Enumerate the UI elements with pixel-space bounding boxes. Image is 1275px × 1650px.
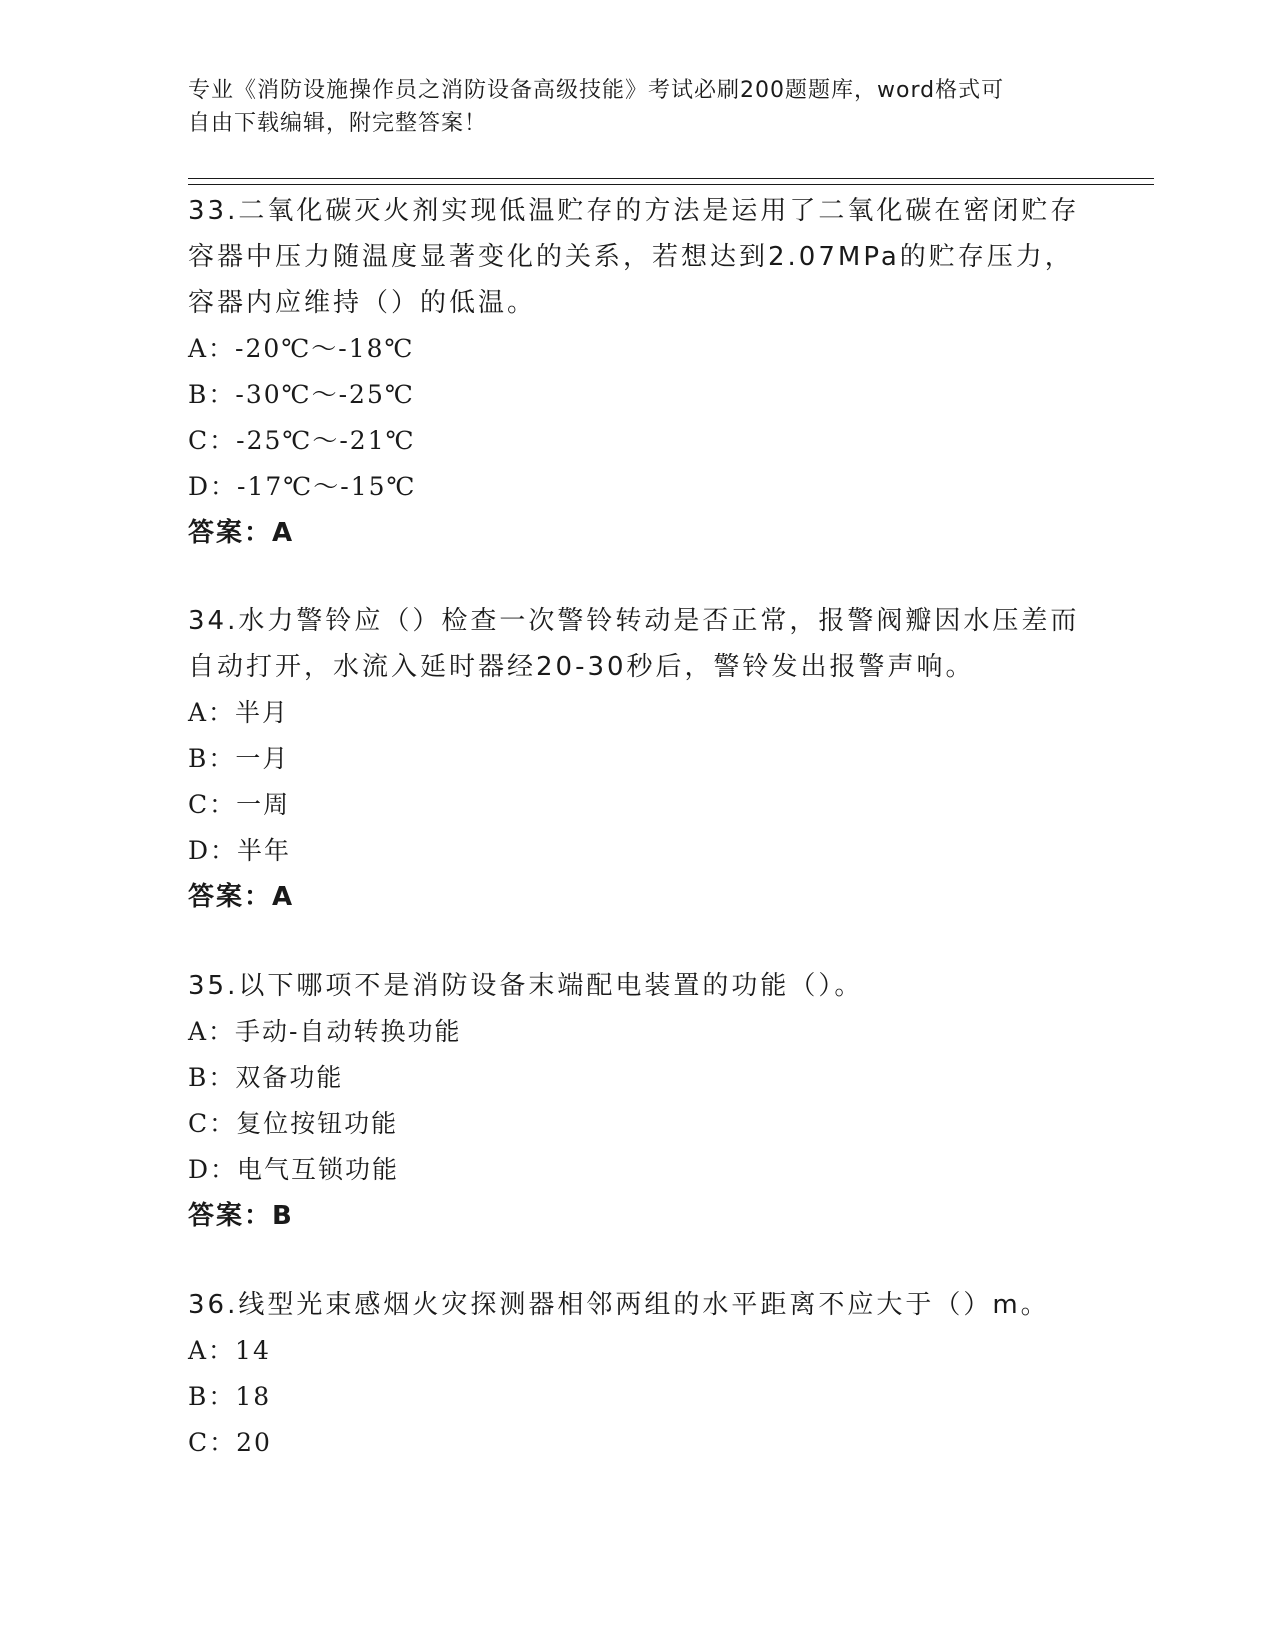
question-34 [188,598,1088,920]
answer-text: 答案：B [188,1201,294,1231]
option-c: C：20 [188,1428,272,1457]
question-text-line: 36.线型光束感烟火灾探测器相邻两组的水平距离不应大于（）m。 [188,1290,1050,1320]
question-text-line: 容器内应维持（）的低温。 [188,288,537,318]
option-a: A：手动-自动转换功能 [188,1017,462,1046]
option-b: B：一月 [188,744,290,773]
answer-text: 答案：A [188,518,295,548]
header-line-1: 专业《消防设施操作员之消防设备高级技能》考试必刷200题题库，word格式可 [188,78,1005,103]
option-a: A：半月 [188,698,290,727]
header-divider-top [188,178,1154,179]
question-text-line: 35.以下哪项不是消防设备末端配电装置的功能（）。 [188,971,864,1001]
header-line-2: 自由下载编辑，附完整答案！ [188,111,488,136]
question-text-line: 自动打开，水流入延时器经20-30秒后，警铃发出报警声响。 [188,652,975,682]
document-header [188,74,1068,140]
option-b: B：双备功能 [188,1063,344,1092]
option-d: D：-17℃～-15℃ [188,472,417,501]
option-a: A：-20℃～-18℃ [188,334,415,363]
question-text-line: 34.水力警铃应（）检查一次警铃转动是否正常，报警阀瓣因水压差而 [188,606,1080,636]
question-36 [188,1282,1088,1466]
option-b: B：18 [188,1382,272,1411]
option-c: C：一周 [188,790,291,819]
question-33 [188,188,1088,556]
header-divider-bottom [188,184,1154,185]
option-c: C：复位按钮功能 [188,1109,399,1138]
option-d: D：半年 [188,836,292,865]
option-a: A：14 [188,1336,271,1365]
question-text-line: 容器中压力随温度显著变化的关系，若想达到2.07MPa的贮存压力， [188,242,1074,272]
option-c: C：-25℃～-21℃ [188,426,416,455]
answer-text: 答案：A [188,882,295,912]
question-text-line: 33.二氧化碳灭火剂实现低温贮存的方法是运用了二氧化碳在密闭贮存 [188,196,1080,226]
question-35 [188,963,1088,1239]
option-d: D：电气互锁功能 [188,1155,400,1184]
option-b: B：-30℃～-25℃ [188,380,415,409]
